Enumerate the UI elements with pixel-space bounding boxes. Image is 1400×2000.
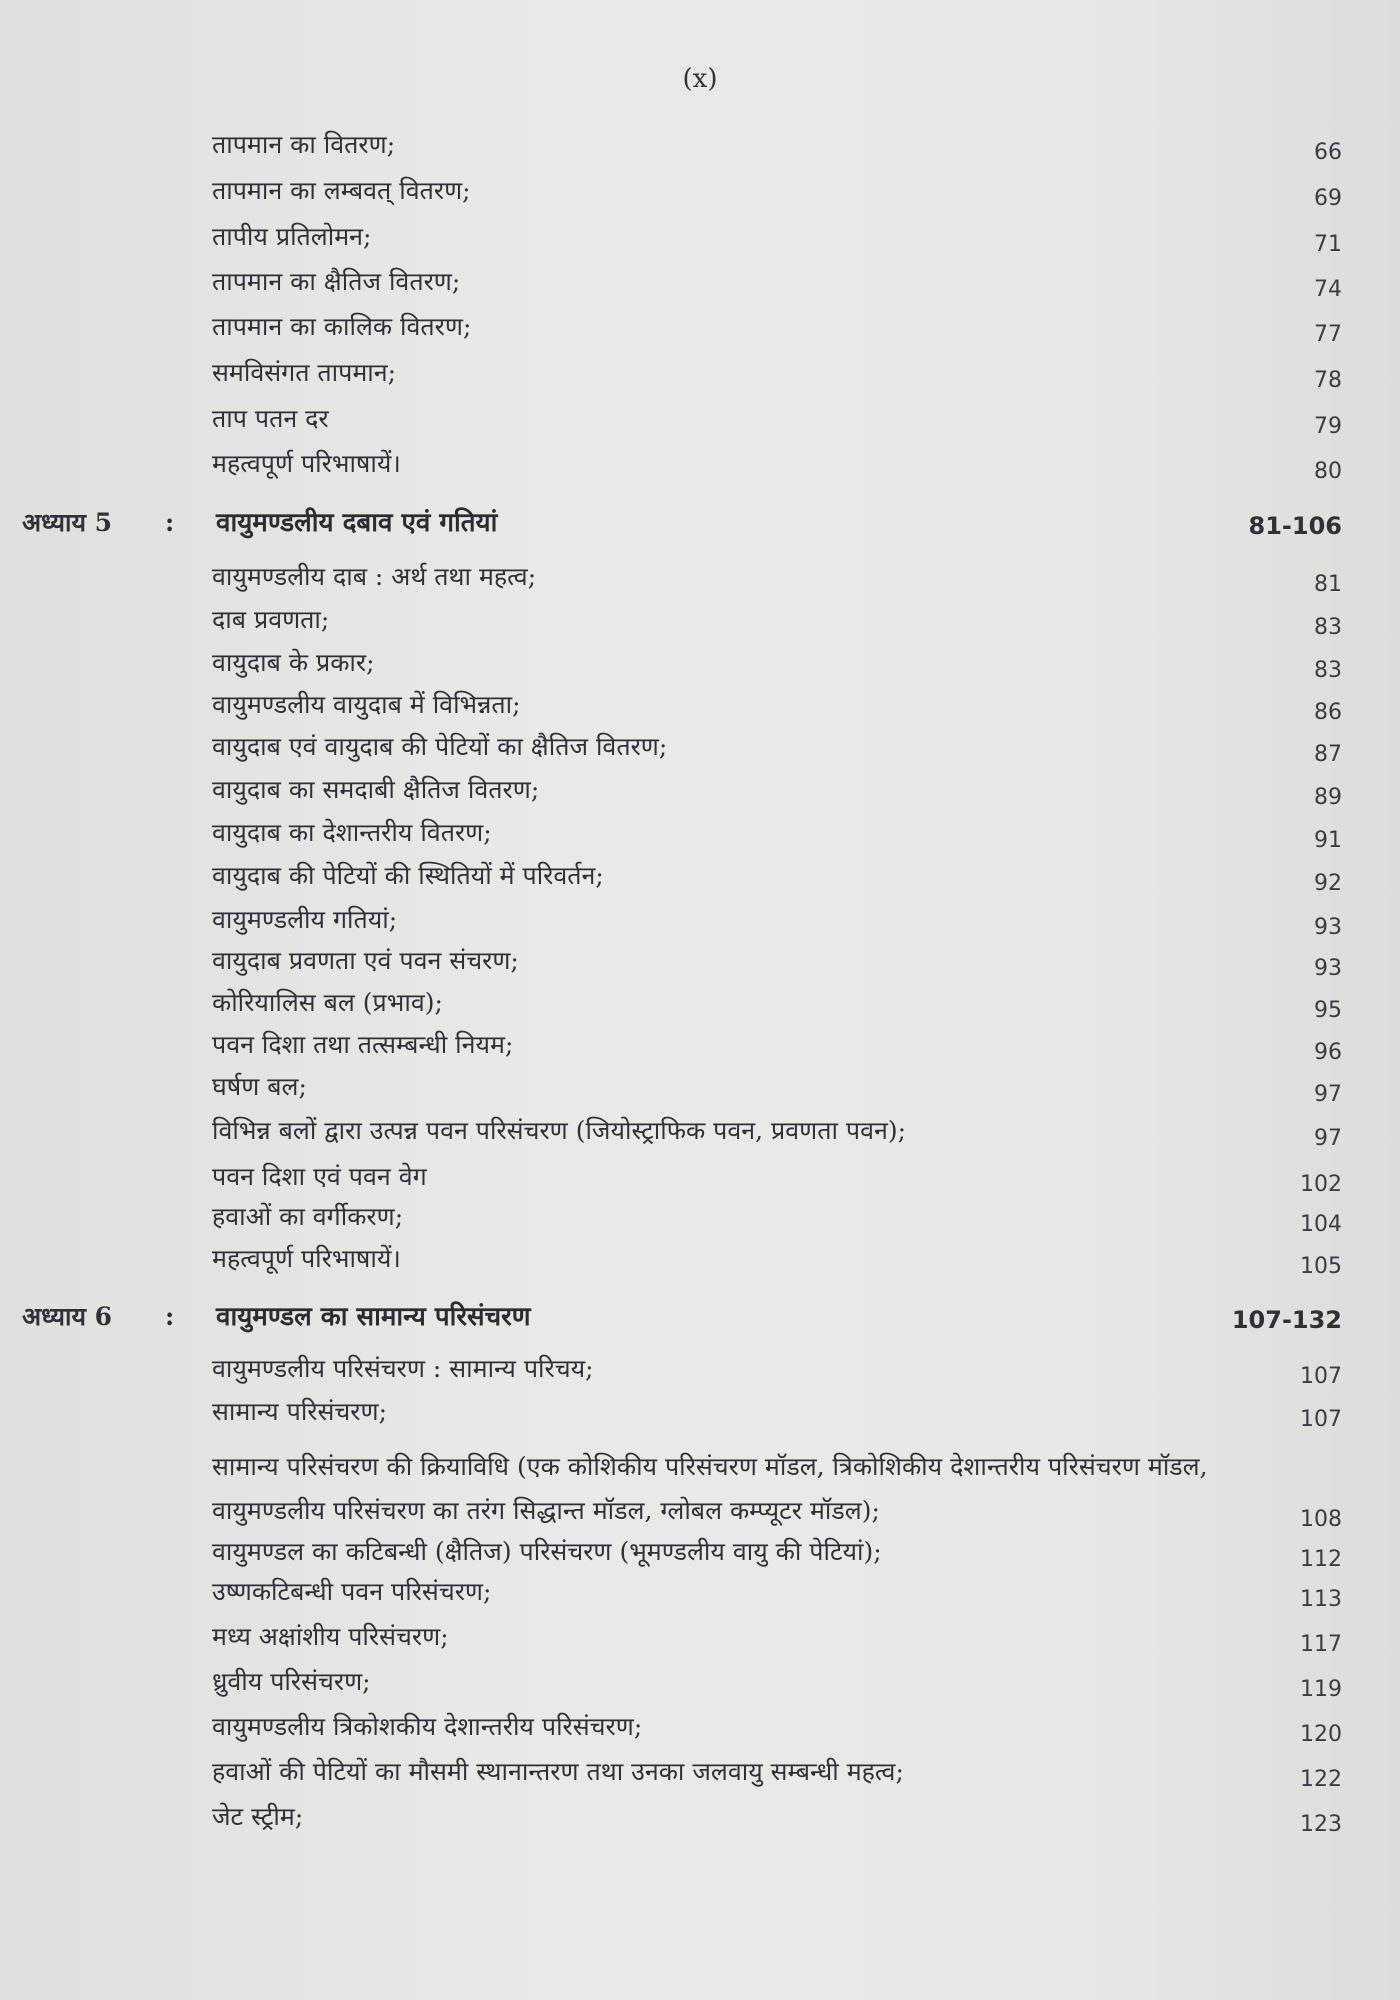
toc-entry	[0, 402, 1400, 446]
toc-entry	[0, 1755, 1400, 1799]
toc-entry-page: 91	[1314, 828, 1342, 853]
toc-entry	[0, 447, 1400, 491]
toc-entry	[0, 220, 1400, 264]
toc-entry	[0, 1242, 1400, 1286]
toc-entry	[0, 1535, 1400, 1579]
chapter-colon: :	[165, 508, 175, 537]
toc-entry-page: 97	[1314, 1082, 1342, 1107]
toc-entry-page: 107	[1300, 1364, 1342, 1389]
toc-entry-title: हवाओं की पेटियों का मौसमी स्थानान्तरण तथा उनका जलवायु सम्बन्धी महत्व;	[212, 1757, 904, 1786]
toc-entry-title: वायुमण्डल का कटिबन्धी (क्षैतिज) परिसंचरण (भूमण्डलीय वायु की पेटियां);	[212, 1537, 882, 1566]
toc-entry-title: वायुदाब का समदाबी क्षैतिज वितरण;	[212, 775, 540, 804]
toc-entry-title: वायुदाब की पेटियों की स्थितियों में परिवर्तन;	[212, 861, 604, 890]
toc-entry-title: महत्वपूर्ण परिभाषायें।	[212, 1244, 401, 1273]
toc-entry-title: तापीय प्रतिलोमन;	[212, 222, 372, 251]
toc-entry	[0, 730, 1400, 774]
toc-entry-page: 80	[1314, 459, 1342, 484]
toc-entry	[0, 1395, 1400, 1439]
toc-entry-title: ताप पतन दर	[212, 404, 329, 433]
toc-entry	[0, 816, 1400, 860]
toc-entry-title: पवन दिशा एवं पवन वेग	[212, 1162, 427, 1191]
toc-entry-title: वायुदाब एवं वायुदाब की पेटियों का क्षैतिज वितरण;	[212, 732, 668, 761]
toc-entry-page: 122	[1300, 1767, 1342, 1792]
toc-entry-title: वायुमण्डलीय वायुदाब में विभिन्नता;	[212, 690, 521, 719]
toc-entry-page: 93	[1314, 956, 1342, 981]
toc-entry	[0, 310, 1400, 354]
toc-entry	[0, 265, 1400, 309]
chapter-heading	[0, 506, 1400, 550]
chapter-title: वायुमण्डल का सामान्य परिसंचरण	[216, 1302, 531, 1332]
toc-entry	[0, 128, 1400, 172]
toc-entry-page: 112	[1300, 1547, 1342, 1572]
toc-entry-page: 97	[1314, 1126, 1342, 1151]
toc-entry-page: 66	[1314, 140, 1342, 165]
page-number-roman: (x)	[682, 64, 718, 94]
toc-entry-page: 123	[1300, 1812, 1342, 1837]
toc-entry-page: 93	[1314, 915, 1342, 940]
toc-entry	[0, 174, 1400, 218]
toc-entry	[0, 1575, 1400, 1619]
chapter-colon: :	[165, 1302, 175, 1331]
toc-entry-page: 96	[1314, 1040, 1342, 1065]
toc-entry-page: 83	[1314, 615, 1342, 640]
toc-entry-page: 105	[1300, 1254, 1342, 1279]
toc-entry-page: 71	[1314, 232, 1342, 257]
toc-entry	[0, 1800, 1400, 1844]
toc-entry	[0, 1445, 1400, 1532]
toc-entry-title: विभिन्न बलों द्वारा उत्पन्न पवन परिसंचरण (जियोस्ट्राफिक पवन, प्रवणता पवन);	[212, 1116, 907, 1145]
toc-entry-page: 104	[1300, 1212, 1342, 1237]
toc-entry-title: कोरियालिस बल (प्रभाव);	[212, 988, 443, 1017]
toc-entry-title: सामान्य परिसंचरण;	[212, 1397, 388, 1426]
toc-entry	[0, 1114, 1400, 1158]
toc-entry-page: 92	[1314, 871, 1342, 896]
toc-entry-title: जेट स्ट्रीम;	[212, 1802, 304, 1831]
toc-entry-page: 113	[1300, 1587, 1342, 1612]
toc-entry-title: वायुदाब प्रवणता एवं पवन संचरण;	[212, 946, 519, 975]
toc-entry	[0, 1028, 1400, 1072]
toc-entry-page: 119	[1300, 1677, 1342, 1702]
toc-entry-title: घर्षण बल;	[212, 1072, 307, 1101]
chapter-heading	[0, 1300, 1400, 1344]
toc-entry	[0, 1620, 1400, 1664]
toc-entry-title: तापमान का कालिक वितरण;	[212, 312, 472, 341]
toc-entry-page: 81	[1314, 572, 1342, 597]
toc-entry	[0, 1665, 1400, 1709]
toc-entry	[0, 1352, 1400, 1396]
chapter-label: अध्याय 5	[22, 508, 113, 537]
toc-entry-title: वायुमण्डलीय गतियां;	[212, 905, 398, 934]
toc-entry-page: 69	[1314, 186, 1342, 211]
toc-entry-title: वायुदाब के प्रकार;	[212, 648, 375, 677]
chapter-label: अध्याय 6	[22, 1302, 113, 1331]
toc-entry-title: तापमान का क्षैतिज वितरण;	[212, 267, 461, 296]
toc-entry-title: समविसंगत तापमान;	[212, 358, 397, 387]
toc-entry-title: तापमान का वितरण;	[212, 130, 396, 159]
toc-entry	[0, 773, 1400, 817]
toc-entry-page: 78	[1314, 368, 1342, 393]
toc-entry-title: उष्णकटिबन्धी पवन परिसंचरण;	[212, 1577, 492, 1606]
toc-entry-title: ध्रुवीय परिसंचरण;	[212, 1667, 371, 1696]
toc-entry-page: 87	[1314, 742, 1342, 767]
toc-entry-title: वायुमण्डलीय दाब : अर्थ तथा महत्व;	[212, 562, 537, 591]
chapter-title: वायुमण्डलीय दबाव एवं गतियां	[216, 508, 498, 538]
toc-entry	[0, 603, 1400, 647]
toc-entry-title: तापमान का लम्बवत् वितरण;	[212, 176, 471, 205]
toc-entry-page: 74	[1314, 277, 1342, 302]
toc-entry	[0, 859, 1400, 903]
toc-entry-title: दाब प्रवणता;	[212, 605, 330, 634]
toc-entry-page: 108	[1300, 1507, 1342, 1532]
toc-entry-title: सामान्य परिसंचरण की क्रियाविधि (एक कोशिकीय परिसंचरण मॉडल, त्रिकोशिकीय देशान्तरीय परिसंचरण मॉडल, वायुमण्डलीय परिसंचरण का तरंग सिद्धान्त मॉडल, ग्लोबल कम्प्यूटर मॉडल);	[212, 1452, 1208, 1525]
toc-entry	[0, 688, 1400, 732]
toc-entry-page: 102	[1300, 1172, 1342, 1197]
toc-entry-page: 107	[1300, 1407, 1342, 1432]
toc-entry	[0, 1710, 1400, 1754]
toc-entry-page: 89	[1314, 785, 1342, 810]
chapter-page-range: 107-132	[1231, 1306, 1342, 1334]
toc-entry	[0, 646, 1400, 690]
chapter-page-range: 81-106	[1248, 512, 1342, 540]
toc-entry-page: 79	[1314, 414, 1342, 439]
toc-entry-title: महत्वपूर्ण परिभाषायें।	[212, 449, 401, 478]
toc-entry-title: हवाओं का वर्गीकरण;	[212, 1202, 404, 1231]
toc-entry-page: 77	[1314, 322, 1342, 347]
toc-entry	[0, 903, 1400, 947]
toc-entry	[0, 944, 1400, 988]
toc-entry-page: 95	[1314, 998, 1342, 1023]
toc-entry	[0, 1200, 1400, 1244]
toc-entry-title: पवन दिशा तथा तत्सम्बन्धी नियम;	[212, 1030, 514, 1059]
toc-entry-page: 120	[1300, 1722, 1342, 1747]
toc-entry	[0, 986, 1400, 1030]
toc-entry-title: वायुमण्डलीय परिसंचरण : सामान्य परिचय;	[212, 1354, 594, 1383]
toc-entry-page: 86	[1314, 700, 1342, 725]
toc-entry	[0, 1070, 1400, 1114]
toc-entry-title: वायुदाब का देशान्तरीय वितरण;	[212, 818, 492, 847]
toc-entry-title: वायुमण्डलीय त्रिकोशकीय देशान्तरीय परिसंचरण;	[212, 1712, 643, 1741]
toc-entry	[0, 1160, 1400, 1204]
toc-entry-page: 83	[1314, 658, 1342, 683]
toc-entry-page: 117	[1300, 1632, 1342, 1657]
toc-entry	[0, 356, 1400, 400]
toc-entry-title: मध्य अक्षांशीय परिसंचरण;	[212, 1622, 449, 1651]
toc-entry	[0, 560, 1400, 604]
